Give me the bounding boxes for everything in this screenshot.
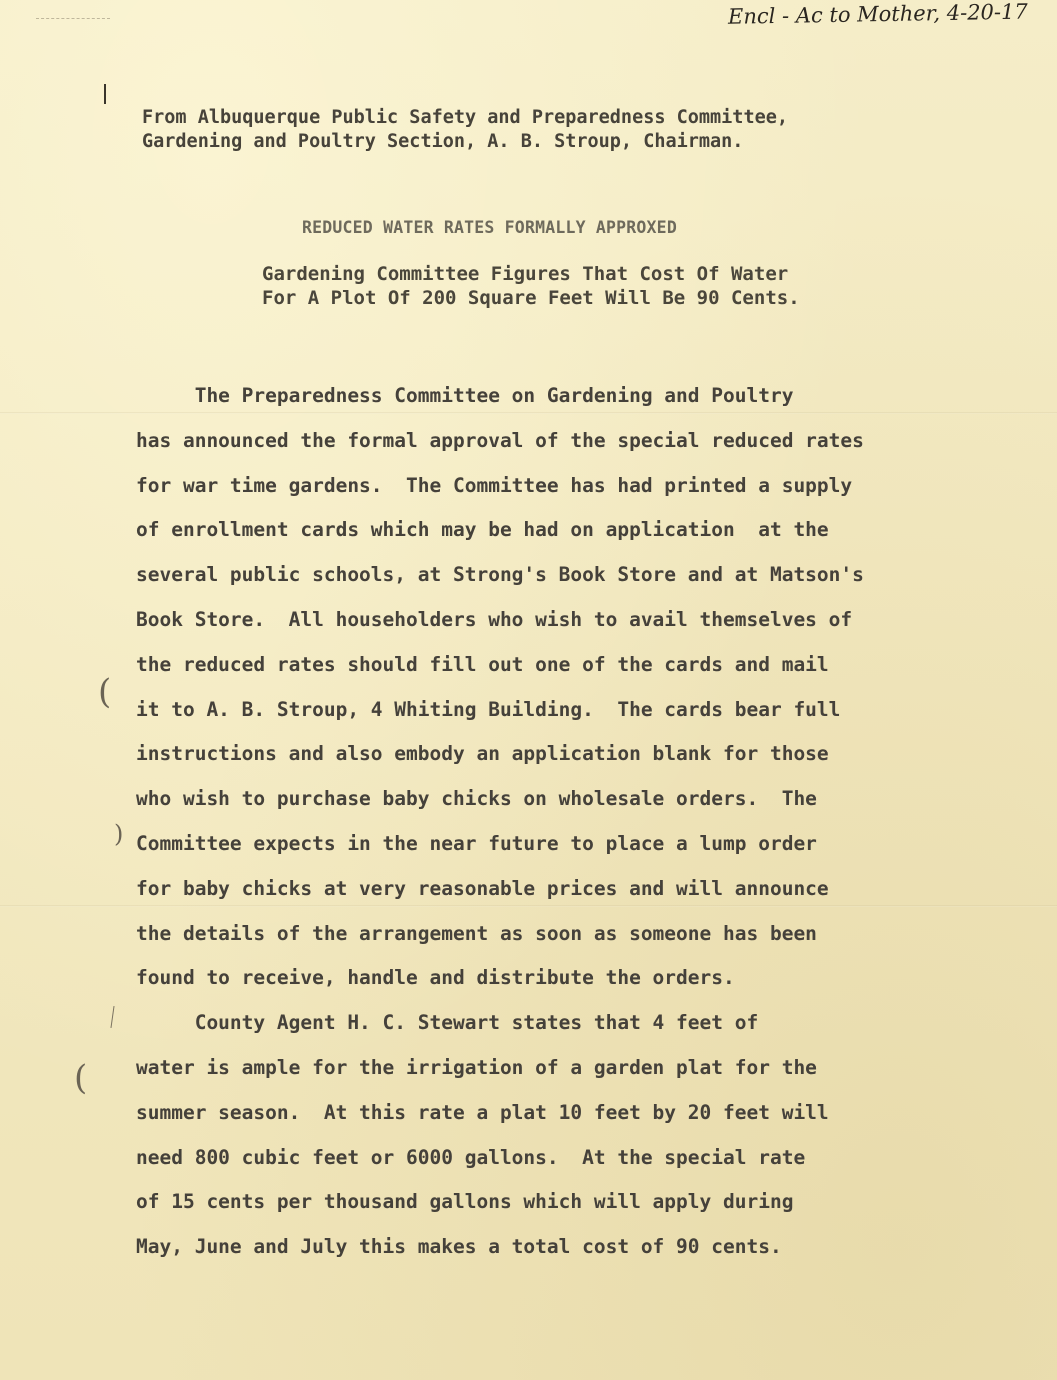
- subhead-line: Gardening Committee Figures That Cost Of Water: [262, 263, 789, 285]
- body-line: of 15 cents per thousand gallons which will apply during: [136, 1190, 794, 1214]
- margin-tick-mark: [110, 1006, 114, 1028]
- body-line: need 800 cubic feet or 6000 gallons. At the special rate: [136, 1145, 806, 1169]
- handwritten-annotation: Encl - Ac to Mother, 4-20-17: [727, 0, 1028, 29]
- body-line: May, June and July this makes a total cost of 90 cents.: [136, 1235, 782, 1259]
- document-headline: REDUCED WATER RATES FORMALLY APPROXED: [302, 218, 677, 237]
- body-line: found to receive, handle and distribute the orders.: [136, 966, 735, 990]
- body-line: the reduced rates should fill out one of the cards and mail: [136, 652, 829, 676]
- subhead-line: For A Plot Of 200 Square Feet Will Be 90 Cents.: [262, 287, 800, 309]
- margin-bracket-mark: ): [114, 820, 124, 848]
- body-line: the details of the arrangement as soon as someone has been: [136, 921, 817, 945]
- body-line: for war time gardens. The Committee has had printed a supply: [136, 473, 853, 497]
- body-line: water is ample for the irrigation of a garden plat for the: [136, 1055, 817, 1079]
- body-line: summer season. At this rate a plat 10 feet by 20 feet will: [136, 1100, 829, 1124]
- margin-bracket-mark: (: [74, 1058, 88, 1098]
- body-line: has announced the formal approval of the special reduced rates: [136, 428, 864, 452]
- from-line: From Albuquerque Public Safety and Preparedness Committee,: [142, 107, 789, 128]
- body-line: The Preparedness Committee on Gardening and Poultry: [136, 384, 794, 407]
- document-subheadline: [262, 262, 800, 310]
- body-line: who wish to purchase baby chicks on wholesale orders. The: [136, 787, 817, 811]
- from-header: [142, 106, 788, 154]
- body-line: several public schools, at Strong's Book Store and at Matson's: [136, 563, 864, 587]
- body-line: Committee expects in the near future to place a lump order: [136, 831, 817, 855]
- from-line: Gardening and Poultry Section, A. B. Stroup, Chairman.: [142, 131, 744, 152]
- ink-mark: [104, 84, 106, 104]
- margin-bracket-mark: (: [98, 672, 112, 712]
- body-line: County Agent H. C. Stewart states that 4 feet of: [136, 1011, 759, 1035]
- staple-mark: [36, 18, 110, 37]
- article-body: [136, 374, 996, 1270]
- body-line: for baby chicks at very reasonable prices and will announce: [136, 876, 829, 900]
- body-line: of enrollment cards which may be had on application at the: [136, 518, 829, 542]
- body-line: it to A. B. Stroup, 4 Whiting Building. The cards bear full: [136, 697, 841, 721]
- body-line: instructions and also embody an application blank for those: [136, 742, 829, 766]
- body-line: Book Store. All householders who wish to avail themselves of: [136, 607, 853, 631]
